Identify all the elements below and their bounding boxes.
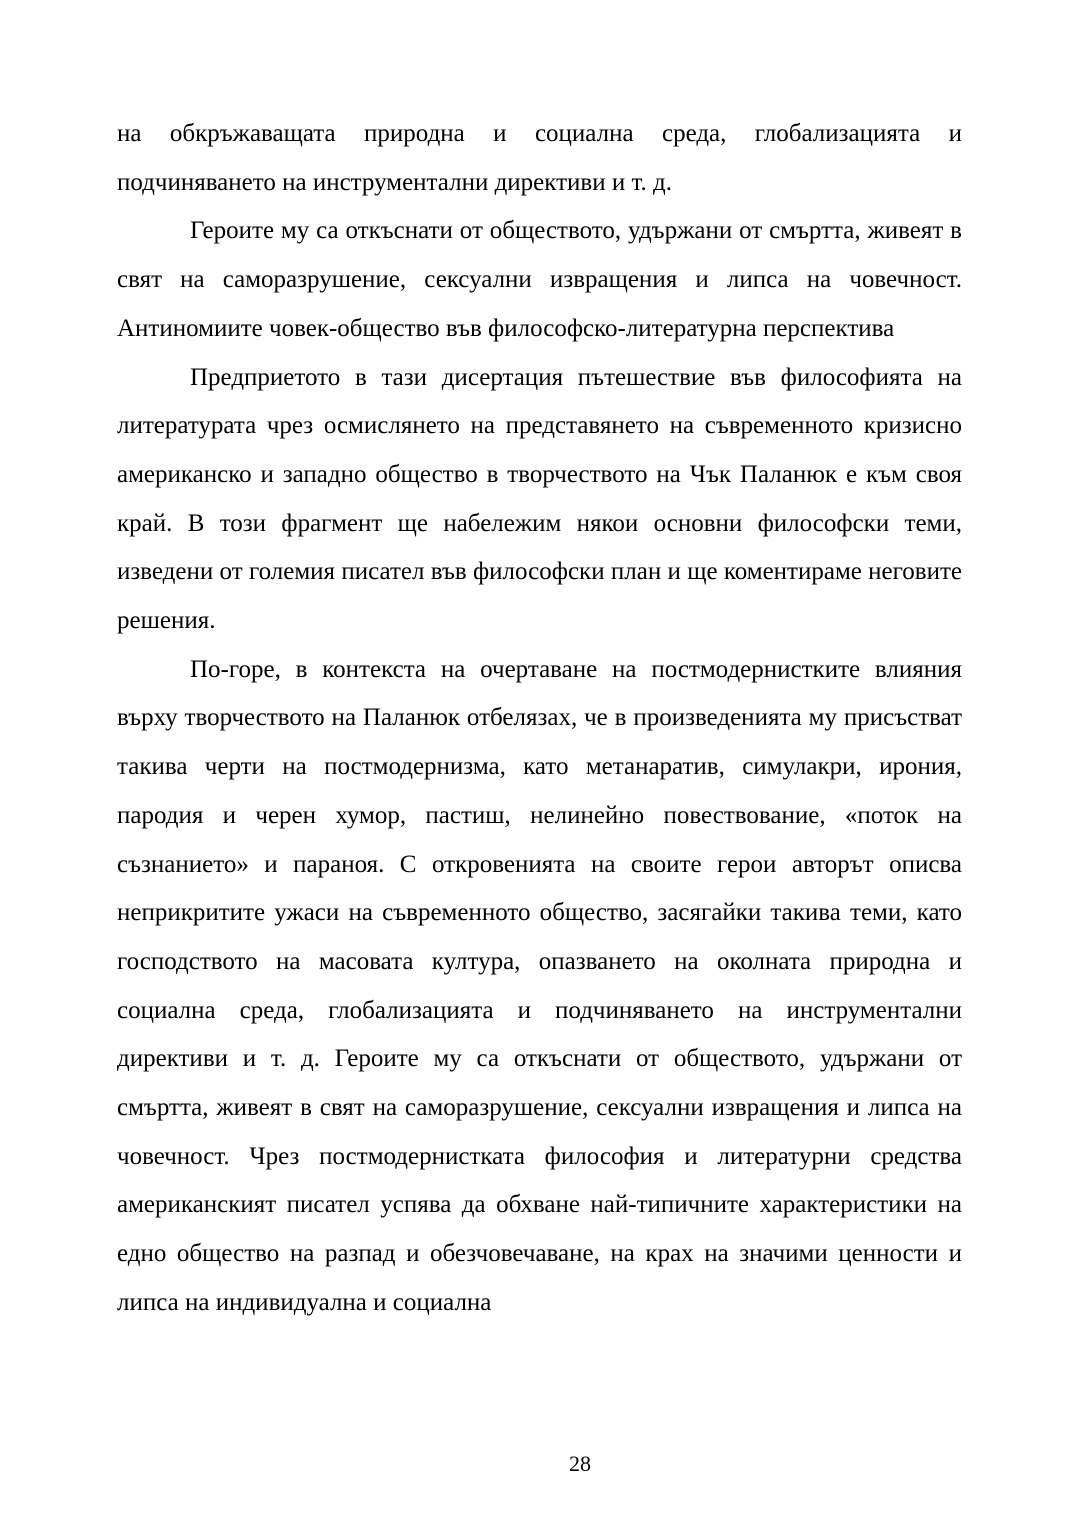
- paragraph-continuation: на обкръжаващата природна и социална среда, глобализацията и подчиняването на инструментални директиви и т. д.: [117, 120, 962, 196]
- paragraph-heroes: Героите му са откъснати от обществото, удържани от смъртта, живеят в свят на саморазрушение, сексуални извращения и липса на човечност. Антиномиите човек-общество във философско-литературна перспектива: [117, 217, 962, 342]
- page-number: 28: [569, 1451, 591, 1476]
- body-text: [117, 110, 962, 1328]
- paragraph-postmodernism: По-горе, в контекста на очертаване на постмодернистките влияния върху творчеството на Паланюк отбелязах, че в произведенията му присъстват такива черти на постмодернизма, като метанаратив, симулакри, ирония, пародия и черен хумор, пастиш, нелинейно повествование, «поток на съзнанието» и параноя. С откровенията на своите герои авторът описва неприкритите ужаси на съвременното общество, засягайки такива теми, като господството на масовата култура, опазването на околната природна и социална среда, глобализацията и подчиняването на инструментални директиви и т. д. Героите му са откъснати от обществото, удържани от смъртта, живеят в свят на саморазрушение, сексуални извращения и липса на човечност. Чрез постмодернистката философия и литературни средства американският писател успява да обхване най-типичните характеристики на едно общество на разпад и обезчовечаване, на крах на значими ценности и липса на индивидуална и социална: [117, 655, 962, 1316]
- paragraph-dissertation: Предприетото в тази дисертация пътешествие във философията на литературата чрез осмислянето на представянето на съвременното кризисно американско и западно общество в творчеството на Чък Паланюк е към своя край. В този фрагмент ще набележим някои основни философски теми, изведени от големия писател във философски план и ще коментираме неговите решения.: [117, 363, 962, 635]
